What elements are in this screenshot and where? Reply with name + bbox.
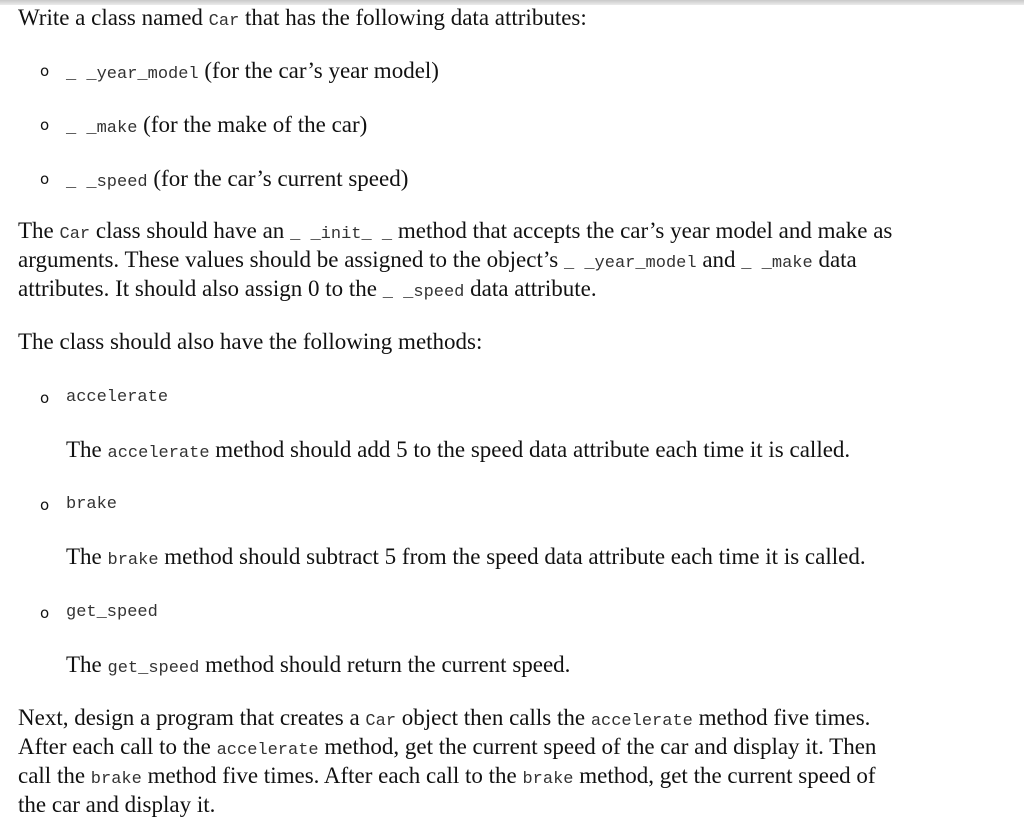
text: and — [696, 247, 742, 272]
text: method should add 5 to the speed data attribute each time it is called. — [209, 437, 851, 462]
final-para-line-4: the car and display it. — [18, 792, 216, 817]
text: The — [18, 218, 60, 243]
method-desc-brake — [66, 543, 866, 575]
bullet-icon: o — [40, 389, 50, 407]
text: The — [66, 544, 108, 569]
text: method should return the current speed. — [199, 652, 571, 677]
bullet-icon: o — [40, 170, 50, 188]
text: method five times. — [692, 705, 871, 730]
text: call the — [18, 763, 91, 788]
bullet-icon: o — [40, 62, 50, 80]
code-brake: brake — [522, 770, 574, 789]
method-name-brake: brake — [66, 495, 118, 514]
intro-text-1: Write a class named — [18, 5, 209, 30]
code-brake: brake — [90, 770, 142, 789]
code-init: _ _init_ _ — [290, 225, 393, 244]
code-get-speed: get_speed — [107, 659, 200, 678]
code-make: _ _make — [66, 119, 138, 138]
attribute-item-year-model — [66, 57, 439, 89]
final-para-line-1 — [18, 704, 870, 736]
text: The — [66, 437, 108, 462]
code-car: Car — [59, 225, 91, 244]
text: attributes. It should also assign 0 to the — [18, 276, 383, 301]
text: The — [66, 652, 108, 677]
method-name-accelerate: accelerate — [66, 388, 169, 407]
code-year-model: _ _year_model — [66, 65, 199, 84]
code-car: Car — [365, 712, 397, 731]
code-car: Car — [208, 12, 240, 31]
init-para-line-3 — [18, 275, 597, 307]
methods-intro: The class should also have the following methods: — [18, 329, 483, 354]
code-brake: brake — [107, 551, 159, 570]
intro-line — [18, 4, 587, 36]
code-speed: _ _speed — [382, 283, 465, 302]
attribute-desc: (for the make of the car) — [137, 112, 368, 137]
bullet-icon: o — [40, 496, 50, 514]
text: method that accepts the car’s year model and make as — [392, 218, 893, 243]
text: method should subtract 5 from the speed data attribute each time it is called. — [158, 544, 866, 569]
attribute-desc: (for the car’s year model) — [198, 58, 439, 83]
text: method, get the current speed of the car and display it. Then — [318, 734, 877, 759]
init-para-line-2 — [18, 246, 857, 278]
text: data — [812, 247, 857, 272]
final-para-line-2 — [18, 733, 876, 765]
attribute-desc: (for the car’s current speed) — [147, 166, 409, 191]
final-para-line-3 — [18, 762, 876, 794]
text: data attribute. — [464, 276, 597, 301]
method-desc-get-speed — [66, 651, 570, 683]
code-accelerate: accelerate — [590, 712, 693, 731]
attribute-item-make — [66, 111, 367, 143]
text: method, get the current speed of — [573, 763, 876, 788]
code-accelerate: accelerate — [107, 444, 210, 463]
text: After each call to the — [18, 734, 217, 759]
intro-text-2: that has the following data attributes: — [239, 5, 587, 30]
method-desc-accelerate — [66, 436, 850, 468]
code-accelerate: accelerate — [216, 741, 319, 760]
code-year-model: _ _year_model — [563, 254, 697, 273]
text: Next, design a program that creates a — [18, 705, 366, 730]
code-make: _ _make — [741, 254, 813, 273]
text: arguments. These values should be assigned to the object’s — [18, 247, 564, 272]
bullet-icon: o — [40, 116, 50, 134]
bullet-icon: o — [40, 604, 50, 622]
text: class should have an — [90, 218, 291, 243]
method-name-get-speed: get_speed — [66, 603, 158, 622]
text: method five times. After each call to the — [141, 763, 523, 788]
init-para-line-1 — [18, 217, 892, 249]
text: object then calls the — [396, 705, 591, 730]
code-speed: _ _speed — [66, 173, 148, 192]
attribute-item-speed — [66, 165, 408, 197]
